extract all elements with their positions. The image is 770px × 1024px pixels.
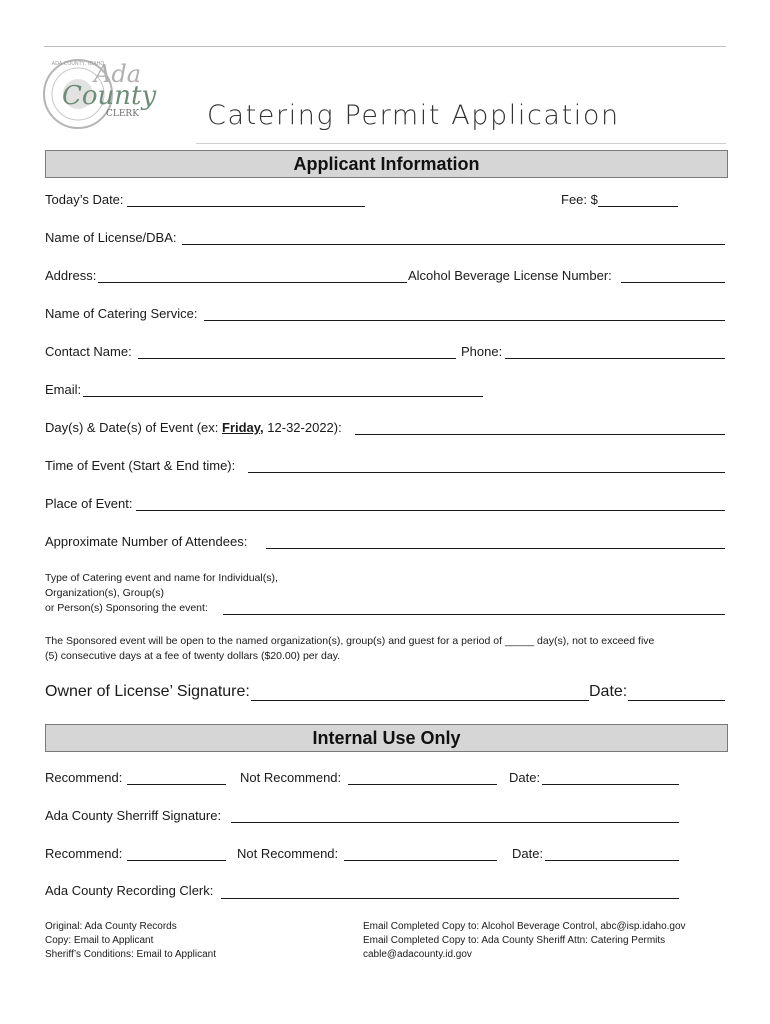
internal-section-title: Internal Use Only [312,727,461,748]
footer-left-line-2: Copy: Email to Applicant [45,935,154,946]
event-type-line-1: Type of Catering event and name for Individual(s), [45,572,278,584]
footer-right [363,920,686,962]
not-recommend-field-2[interactable] [344,860,497,861]
date-label-1: Date: [509,770,541,785]
event-time-label: Time of Event (Start & End time): [45,458,236,473]
logo-county-text: County [62,81,157,111]
owner-date-field[interactable] [628,700,725,701]
event-days-prefix: Day(s) & Date(s) of Event (ex: [45,420,222,435]
license-name-label: Name of License/DBA: [45,230,177,245]
event-days-field[interactable] [355,434,725,435]
sponsored-line-2: (5) consecutive days at a fee of twenty dollars ($20.00) per day. [45,650,341,662]
top-rule [44,46,726,47]
phone-field[interactable] [505,358,725,359]
page-title: Catering Permit Application [207,100,620,131]
alcohol-license-label: Alcohol Beverage License Number: [408,268,612,283]
recommend-label-1: Recommend: [45,770,123,785]
event-type-line-3: or Person(s) Sponsoring the event: [45,602,208,614]
address-field[interactable] [98,282,407,283]
footer-left [45,920,216,962]
title-rule [196,143,726,144]
sponsored-event-notice [45,634,735,664]
event-place-field[interactable] [136,510,725,511]
todays-date-label: Today’s Date: [45,192,124,207]
license-name-field[interactable] [182,244,725,245]
catering-service-label: Name of Catering Service: [45,306,198,321]
sheriff-signature-label: Ada County Sherriff Signature: [45,808,222,823]
applicant-section-header [45,150,728,178]
todays-date-field[interactable] [127,206,365,207]
not-recommend-field-1[interactable] [348,784,497,785]
phone-label: Phone: [461,344,503,359]
alcohol-license-field[interactable] [621,282,725,283]
event-type-line-2: Organization(s), Group(s) [45,587,165,599]
footer-right-line-3: cable@adacounty.id.gov [363,949,472,960]
date-label-2: Date: [512,846,544,861]
attendees-field[interactable] [266,548,725,549]
footer-right-line-1: Email Completed Copy to: Alcohol Beverage Control, abc@isp.idaho.gov [363,921,686,932]
footer-right-line-2: Email Completed Copy to: Ada County Sheriff Attn: Catering Permits [363,935,666,946]
event-days-suffix: 12-32-2022): [263,420,342,435]
owner-signature-field[interactable] [251,700,589,701]
footer-left-line-1: Original: Ada County Records [45,921,177,932]
event-type-label [45,571,278,616]
contact-name-label: Contact Name: [45,344,132,359]
contact-name-field[interactable] [138,358,456,359]
sheriff-signature-field[interactable] [231,822,679,823]
footer-left-line-3: Sheriff’s Conditions: Email to Applicant [45,949,217,960]
date-field-2[interactable] [545,860,679,861]
email-label: Email: [45,382,82,397]
event-days-label [45,420,342,435]
ada-county-clerk-logo [40,54,180,134]
email-field[interactable] [83,396,483,397]
recommend-field-1[interactable] [127,784,226,785]
event-time-field[interactable] [248,472,725,473]
owner-date-label: Date: [589,683,628,700]
address-label: Address: [45,268,97,283]
date-field-1[interactable] [542,784,679,785]
fee-field[interactable] [598,206,678,207]
recommend-label-2: Recommend: [45,846,123,861]
internal-section-header [45,724,728,752]
attendees-label: Approximate Number of Attendees: [45,534,248,549]
sponsored-line-1: The Sponsored event will be open to the named organization(s), group(s) and guest for a period of _____ day(s), not to exceed five [45,635,655,647]
owner-signature-label: Owner of License’ Signature: [45,683,250,700]
recommend-field-2[interactable] [127,860,226,861]
event-days-example-day: Friday, [222,420,264,435]
catering-service-field[interactable] [204,320,725,321]
applicant-section-title: Applicant Information [293,153,480,174]
event-place-label: Place of Event: [45,496,133,511]
recording-clerk-field[interactable] [221,898,679,899]
not-recommend-label-1: Not Recommend: [240,770,342,785]
logo-ada-text: Ada [94,60,142,88]
fee-label: Fee: $ [561,192,598,207]
event-type-field[interactable] [223,614,725,615]
logo-seal-text: ADA COUNTY, IDAHO [51,61,105,67]
recording-clerk-label: Ada County Recording Clerk: [45,883,214,898]
logo-clerk-text: CLERK [106,109,139,119]
not-recommend-label-2: Not Recommend: [237,846,339,861]
